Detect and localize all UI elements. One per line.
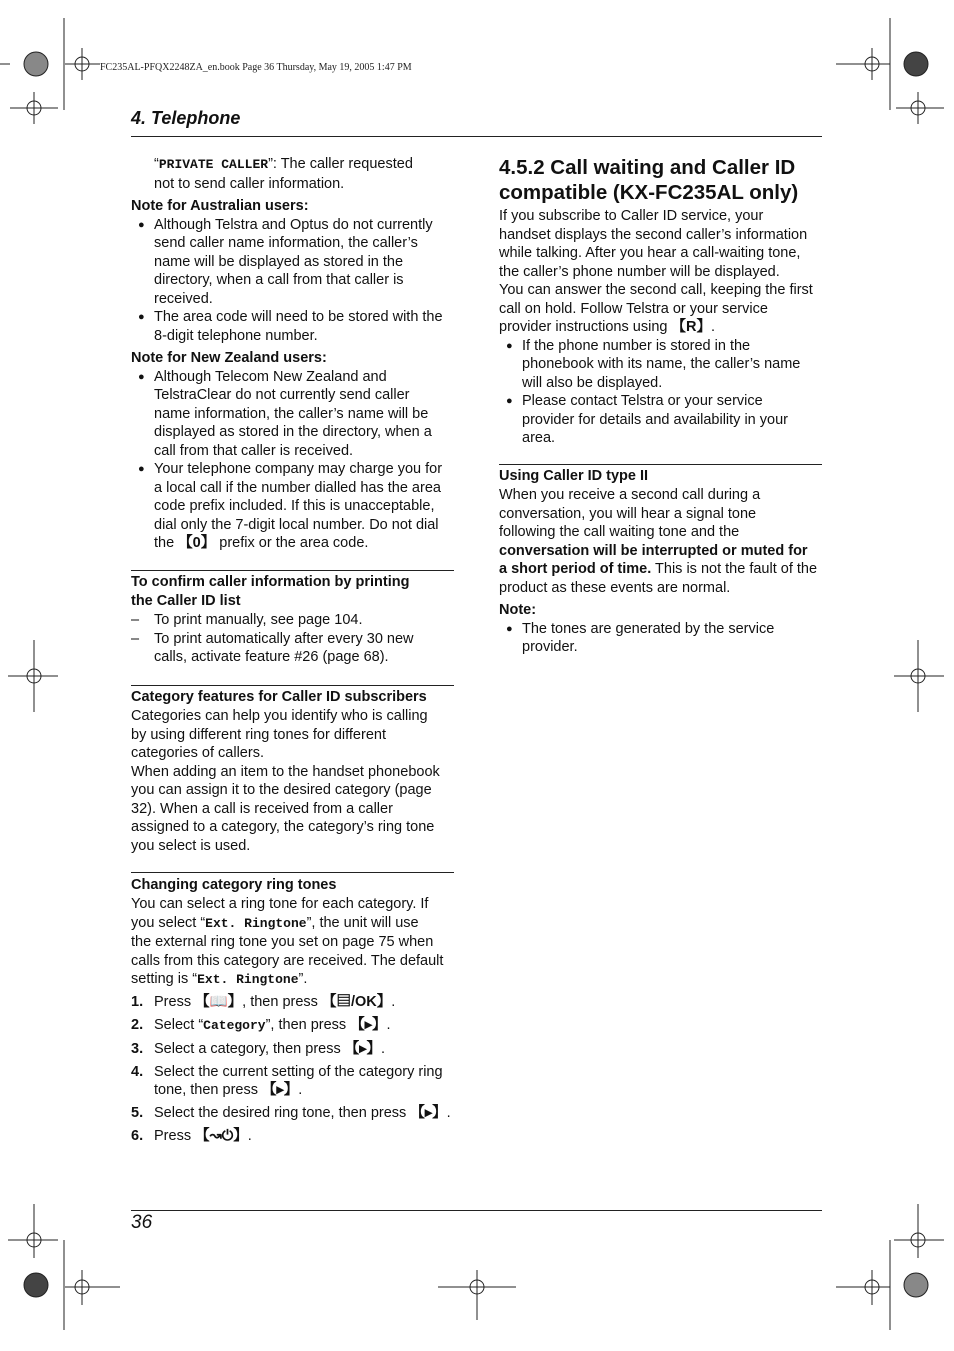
text: the <box>154 535 179 551</box>
text: code prefix included. If this is unacceptable, <box>154 498 435 514</box>
confirm-heading: To confirm caller information by printing the Caller ID list <box>131 574 410 609</box>
bullet-icon: ● <box>138 311 145 323</box>
text: displayed as stored in the directory, when a <box>154 424 432 440</box>
category-body: Categories can help you identify who is calling by using different ring tones for different categories of callers. When adding an item to the handset phonebook you can assign it to the desired category (page 32). When a call is received from a caller assigned to a category, the category’s ring tone you select is used. <box>131 708 440 854</box>
bullet-item <box>131 460 461 553</box>
dash-icon: – <box>131 612 140 628</box>
code-ext-ringtone: Ext. Ringtone <box>205 915 307 931</box>
dash-item <box>131 611 461 630</box>
bullet-item <box>131 368 461 461</box>
note-nz-heading: Note for New Zealand users: <box>131 350 327 366</box>
text: name information, the caller’s name will be <box>154 405 429 422</box>
step-item: 6. Press 【↝⏻】. <box>131 1128 252 1144</box>
step-item: 3. Select a category, then press 【▸】. <box>131 1040 386 1057</box>
type2-section <box>499 467 829 657</box>
text: Your telephone company may charge you for <box>154 461 443 477</box>
category-section <box>131 688 461 855</box>
note-heading: Note: <box>499 602 537 618</box>
key-zero: 【0】 <box>178 535 216 551</box>
code-private-caller: PRIVATE CALLER <box>158 157 269 172</box>
step-item: 4. Select the current setting of the category ring tone, then press 【▸】. <box>131 1063 443 1098</box>
bullet-icon: ● <box>506 395 513 407</box>
starburst-mark <box>24 1273 48 1297</box>
right-column <box>499 155 829 448</box>
text: name will be displayed as stored in the <box>154 253 404 270</box>
bullet-item: ● If the phone number is stored in the phonebook with its name, the caller’s name will also be displayed. <box>506 337 801 391</box>
page-number: 36 <box>131 1212 153 1233</box>
text: dial only the 7-digit local number. Do not dial <box>154 516 439 533</box>
print-header: FC235AL-PFQX2248ZA_en.book Page 36 Thursday, May 19, 2005 1:47 PM <box>100 62 412 73</box>
private-caller-para: “PRIVATE CALLER”: The caller requested not to send caller information. <box>154 156 413 192</box>
text: Although Telstra and Optus do not currently <box>154 216 433 233</box>
text: received. <box>154 290 213 307</box>
rule-ring <box>131 872 454 873</box>
ring-heading: Changing category ring tones <box>131 877 337 893</box>
section-title: 4. Telephone <box>131 108 241 128</box>
text: not to send caller information. <box>154 175 345 192</box>
bullet-item: ● The tones are generated by the service provider. <box>506 620 775 655</box>
code-ext-ringtone: Ext. Ringtone <box>197 972 299 987</box>
starburst-mark <box>904 1273 928 1297</box>
right-arrow-key-icon: 【▸】 <box>262 1082 299 1098</box>
text: calls, activate feature #26 (page 68). <box>154 649 389 665</box>
dash-icon: – <box>131 630 140 647</box>
bullet-item <box>131 308 461 345</box>
bullet-item: ● Please contact Telstra or your service provider for details and availability in your area. <box>506 393 788 446</box>
code-category: Category <box>203 1017 266 1033</box>
starburst-mark <box>24 52 48 76</box>
bullet-icon: ● <box>138 370 145 383</box>
text: prefix or the area code. <box>215 535 369 551</box>
text: To print manually, see page 104. <box>154 612 363 628</box>
phonebook-key-icon: 【📖】 <box>195 993 243 1010</box>
text: directory, when a call from that caller is <box>154 272 404 288</box>
note-au-heading: Note for Australian users: <box>131 198 309 214</box>
step-item: 2. Select “Category”, then press 【▸】. <box>131 1016 391 1033</box>
step-item: 1. Press 【📖】, then press 【▤/OK】. <box>131 993 396 1010</box>
text: call from that caller is received. <box>154 442 354 459</box>
header-rule <box>131 136 822 137</box>
left-column <box>131 155 461 553</box>
right-arrow-key-icon: 【▸】 <box>410 1105 447 1121</box>
footer-rule <box>131 1210 822 1211</box>
right-arrow-key-icon: 【▸】 <box>350 1016 387 1033</box>
starburst-mark <box>904 52 928 76</box>
step-item: 5. Select the desired ring tone, then press 【▸】. <box>131 1105 451 1121</box>
bullet-icon: ● <box>138 218 145 231</box>
type2-heading: Using Caller ID type II <box>499 468 649 484</box>
r-key-icon: 【R】 <box>671 319 711 335</box>
bullet-icon: ● <box>138 463 145 475</box>
text: : The caller requested <box>272 156 413 172</box>
ring-body: You can select a ring tone for each category. If you select “Ext. Ringtone”, the unit will use the external ring tone you set on page 75 when calls from this category are received. The default setting is “Ext. Ringtone”. <box>131 896 444 987</box>
text: To print automatically after every 30 new <box>154 630 414 647</box>
confirm-section <box>131 573 461 667</box>
bullet-icon: ● <box>506 339 513 352</box>
text: 8-digit telephone number. <box>154 327 318 344</box>
right-arrow-key-icon: 【▸】 <box>344 1040 382 1057</box>
bullet-icon: ● <box>506 622 513 635</box>
text: TelstraClear do not currently send caller <box>154 387 410 403</box>
call-waiting-intro: If you subscribe to Caller ID service, your handset displays the second caller’s information while talking. After you hear a call-waiting tone, the caller’s phone number will be displayed. You can answer the second call, keeping the first call on hold. Follow Telstra or your service provider instructions using 【R】. <box>499 208 813 335</box>
text: Although Telecom New Zealand and <box>154 368 387 385</box>
rule-type2 <box>499 464 822 465</box>
text: a local call if the number dialled has the area <box>154 479 441 496</box>
type2-body: When you receive a second call during a conversation, you will hear a signal tone following the call waiting tone and the conversation will be interrupted or muted for a short period of time. This is not the fault of the product as these events are normal. <box>499 487 818 596</box>
rule-category <box>131 685 454 686</box>
ring-section <box>131 876 461 1150</box>
dash-item <box>131 630 461 667</box>
menu-ok-key-icon: 【▤/OK】 <box>321 993 392 1010</box>
off-key-icon: 【↝⏻】 <box>195 1128 248 1144</box>
bullet-item <box>131 216 461 309</box>
call-waiting-heading: 4.5.2 Call waiting and Caller ID compatible (KX-FC235AL only) <box>499 156 799 204</box>
rule-confirm <box>131 570 454 571</box>
text: The area code will need to be stored with the <box>154 309 443 325</box>
category-heading: Category features for Caller ID subscribers <box>131 689 427 705</box>
step-list <box>131 993 461 1146</box>
text: send caller name information, the caller’s <box>154 235 418 251</box>
